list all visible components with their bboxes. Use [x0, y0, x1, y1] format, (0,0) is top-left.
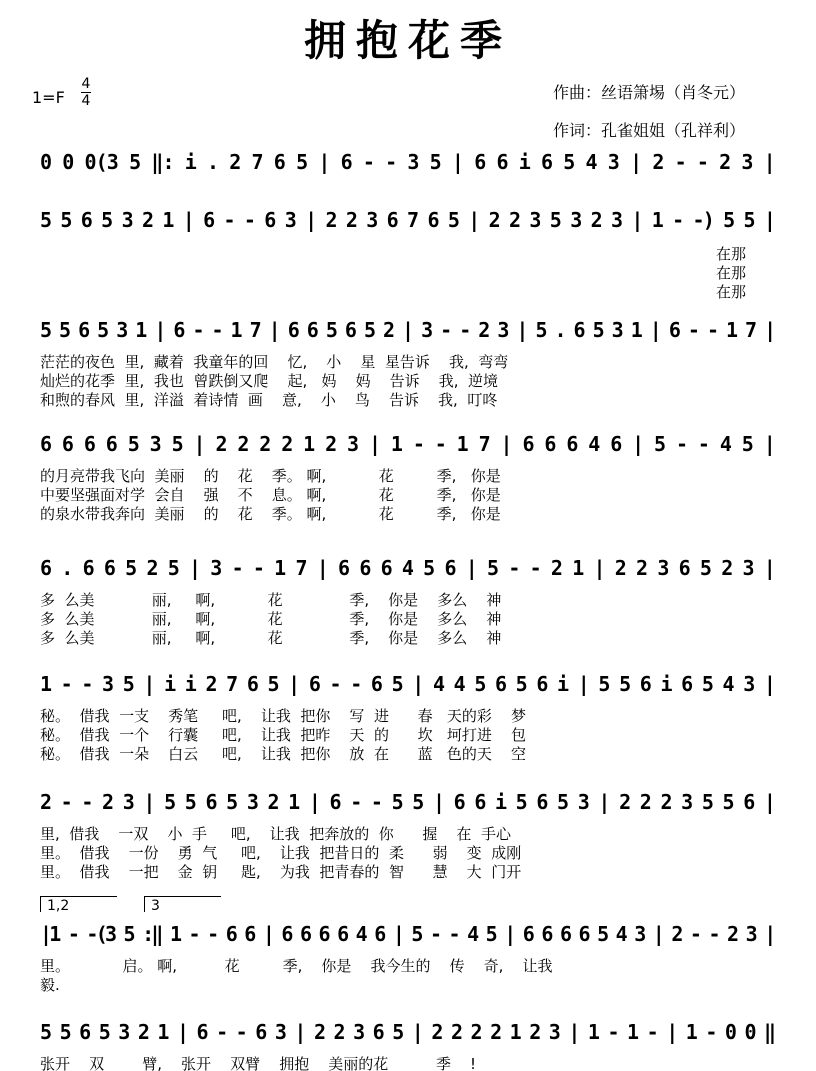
lyric-line: 的月亮带我飞向 美丽 的 花 季。 啊, 花 季, 你是: [40, 468, 501, 485]
lyric-line: 多 么美 丽, 啊, 花 季, 你是 多么 神: [40, 592, 502, 609]
lyric-line: 的泉水带我奔向 美丽 的 花 季。 啊, 花 季, 你是: [40, 506, 501, 523]
time-signature-top: 4: [81, 76, 91, 92]
lyric-line: 里。 借我 一把 金 钥 匙, 为我 把青春的 智 慧 大 门开: [40, 864, 522, 881]
notation-row: 6 . 6 6 5 2 5 | 3 - - 1 7 | 6 6 6 4 5 6 | 5 - - 2 1 | 2 2 3 6 5 2 3 |: [40, 556, 775, 580]
key-signature: 1=F: [32, 88, 65, 107]
lyric-line: 多 么美 丽, 啊, 花 季, 你是 多么 神: [40, 611, 502, 628]
lyric-line: 毅.: [40, 977, 60, 994]
lyric-line: 在那: [716, 265, 747, 282]
lyric-line: 秘。 借我 一支 秀笔 吧, 让我 把你 写 进 春 天的彩 梦: [40, 708, 526, 725]
notation-row: 0 0 0(3 5 ‖: i . 2 7 6 5 | 6 - - 3 5 | 6 6 i 6 5 4 3 | 2 - - 2 3 |: [40, 150, 775, 174]
lyric-line: 里, 借我 一双 小 手 吧, 让我 把奔放的 你 握 在 手心: [40, 826, 511, 843]
time-signature-bottom: 4: [81, 93, 91, 109]
notation-row: 2 - - 2 3 | 5 5 6 5 3 2 1 | 6 - - 5 5 | 6 6 i 5 6 5 3 | 2 2 2 3 5 5 6 |: [40, 790, 775, 814]
lyric-line: 秘。 借我 一个 行囊 吧, 让我 把昨 天 的 坎 坷打进 包: [40, 727, 526, 744]
notation-row: 5 5 6 5 3 1 | 6 - - 1 7 | 6 6 5 6 5 2 | 3 - - 2 3 | 5 . 6 5 3 1 | 6 - - 1 7 |: [40, 318, 774, 342]
lyric-line: 和煦的春风 里, 洋溢 着诗情 画 意, 小 鸟 告诉 我, 叮咚: [40, 392, 498, 409]
lyricist-credit: 作词：孔雀姐姐（孔祥利）: [553, 121, 746, 140]
notation-row: |1 - -(3 5 :‖ 1 - - 6 6 | 6 6 6 6 4 6 | 5 - - 4 5 | 6 6 6 6 5 4 3 | 2 - - 2 3 |: [40, 922, 774, 946]
lyric-line: 中要坚强面对学 会自 强 不 息。 啊, 花 季, 你是: [40, 487, 501, 504]
lyric-line: 灿烂的花季 里, 我也 曾跌倒又爬 起, 妈 妈 告诉 我, 逆境: [40, 373, 499, 390]
notation-row: 1 - - 3 5 | i i 2 7 6 5 | 6 - - 6 5 | 4 4 5 6 5 6 i | 5 5 6 i 6 5 4 3 |: [40, 672, 775, 696]
volta-1-label: 1,2: [40, 896, 117, 912]
song-title: 拥抱花季: [303, 16, 512, 65]
lyric-line: 秘。 借我 一朵 白云 吧, 让我 把你 放 在 蓝 色的天 空: [40, 746, 526, 763]
composer-credit: 作曲：丝语箫埸（肖冬元）: [553, 83, 746, 102]
notation-row: 5 5 6 5 3 2 1 | 6 - - 6 3 | 2 2 3 6 7 6 5 | 2 2 3 5 3 2 3 | 1 - -) 5 5 |: [40, 208, 775, 232]
time-signature: [80, 76, 92, 109]
volta-2-label: 3: [144, 896, 221, 912]
lyric-line: 里。 借我 一份 勇 气 吧, 让我 把昔日的 柔 弱 变 成刚: [40, 845, 522, 862]
notation-row: 6 6 6 6 5 3 5 | 2 2 2 2 1 2 3 | 1 - - 1 7 | 6 6 6 4 6 | 5 - - 4 5 |: [40, 432, 775, 456]
lyric-line: 茫茫的夜色 里, 藏着 我童年的回 忆, 小 星 星告诉 我, 弯弯: [40, 354, 509, 371]
lyric-line: 多 么美 丽, 啊, 花 季, 你是 多么 神: [40, 630, 502, 647]
lyric-line: 在那: [716, 284, 747, 301]
lyric-line: 在那: [716, 246, 747, 263]
lyric-line: 张开 双 臂, 张开 双臂 拥抱 美丽的花 季 !: [40, 1056, 477, 1071]
lyric-line: 里。 启。 啊, 花 季, 你是 我今生的 传 奇, 让我: [40, 958, 553, 975]
notation-row: 5 5 6 5 3 2 1 | 6 - - 6 3 | 2 2 3 6 5 | 2 2 2 2 1 2 3 | 1 - 1 - | 1 - 0 0 ‖: [40, 1020, 774, 1044]
